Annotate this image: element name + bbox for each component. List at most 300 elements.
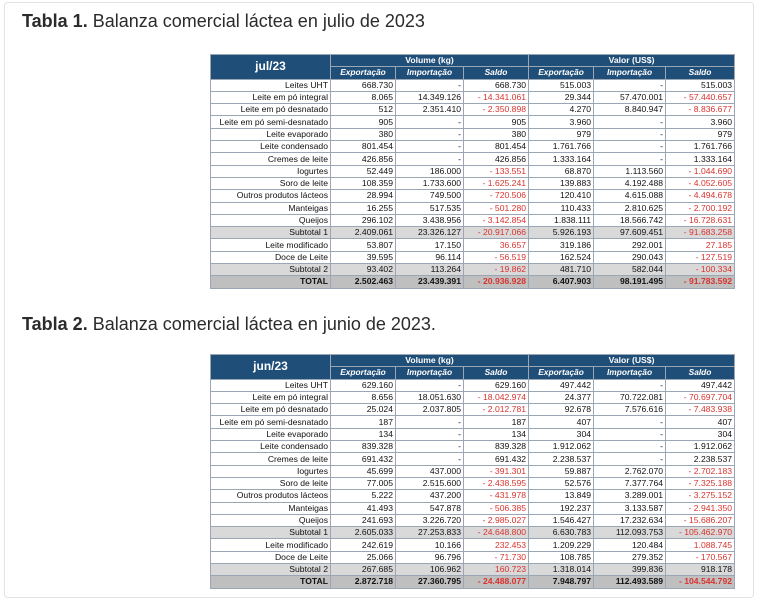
table-cell: 515.003 [666, 79, 735, 91]
table-row [211, 465, 735, 477]
table-cell: 304 [666, 428, 735, 440]
table-cell: - 105.462.970 [666, 527, 735, 539]
table-cell: 1.088.745 [666, 539, 735, 551]
table-cell: - 20.936.928 [464, 276, 529, 288]
row-label: Leite em pó semi-desnatado [211, 116, 331, 128]
table-cell: 27.253.833 [396, 527, 464, 539]
table-cell: 53.807 [331, 239, 396, 251]
table-cell: 25.066 [331, 551, 396, 563]
table-row [211, 428, 735, 440]
table-cell: - [396, 416, 464, 428]
row-label: Iogurtes [211, 165, 331, 177]
table-cell: 29.344 [529, 91, 594, 103]
table-row [211, 477, 735, 489]
table-cell: 92.678 [529, 404, 594, 416]
table-cell: - 501.280 [464, 202, 529, 214]
table1-caption-label: Tabla 1. [22, 11, 88, 31]
table-cell: - [594, 116, 666, 128]
table-cell: - [594, 379, 666, 391]
table-cell: 905 [464, 116, 529, 128]
table-cell: 241.693 [331, 514, 396, 526]
table-cell: - [396, 428, 464, 440]
table-cell: 4.192.488 [594, 177, 666, 189]
table-cell: - 20.917.066 [464, 227, 529, 239]
table-cell: 96.796 [396, 551, 464, 563]
valor-import-header: Importação [594, 367, 666, 379]
table-cell: 97.609.451 [594, 227, 666, 239]
table-cell: 242.619 [331, 539, 396, 551]
table-cell: 113.264 [396, 264, 464, 276]
row-label: Outros produtos lácteos [211, 190, 331, 202]
table-cell: 96.114 [396, 251, 464, 263]
table-cell: 547.878 [396, 502, 464, 514]
table-cell: 134 [331, 428, 396, 440]
table-cell: 36.657 [464, 239, 529, 251]
table-cell: - 91.783.592 [666, 276, 735, 288]
table-cell: 8.840.947 [594, 104, 666, 116]
table-cell: 380 [464, 128, 529, 140]
row-label: Subtotal 1 [211, 527, 331, 539]
valor-header: Valor (US$) [529, 355, 735, 367]
table-cell: 18.566.742 [594, 214, 666, 226]
table-cell: - 104.544.792 [666, 576, 735, 588]
table-cell: 2.605.033 [331, 527, 396, 539]
table-cell: 304 [529, 428, 594, 440]
table-cell: 6.407.903 [529, 276, 594, 288]
table-cell: - [594, 416, 666, 428]
table-cell: 979 [529, 128, 594, 140]
table-cell: - 170.567 [666, 551, 735, 563]
row-label: Cremes de leite [211, 453, 331, 465]
table-cell: - 4.494.678 [666, 190, 735, 202]
table-cell: 2.502.463 [331, 276, 396, 288]
volume-saldo-header: Saldo [464, 367, 529, 379]
table-cell: 27.360.795 [396, 576, 464, 588]
table-cell: 512 [331, 104, 396, 116]
table-row [211, 104, 735, 116]
table1-body [211, 79, 735, 288]
table-cell: 187 [331, 416, 396, 428]
table-cell: 1.333.164 [666, 153, 735, 165]
table-cell: 24.377 [529, 391, 594, 403]
table-cell: - [594, 441, 666, 453]
table-cell: - 2.438.595 [464, 477, 529, 489]
period-header: jul/23 [211, 55, 331, 80]
table-cell: - 70.697.704 [666, 391, 735, 403]
table-cell: 517.535 [396, 202, 464, 214]
table-cell: 290.043 [594, 251, 666, 263]
table-cell: - [396, 79, 464, 91]
volume-header: Volume (kg) [331, 355, 529, 367]
table-cell: 267.685 [331, 564, 396, 576]
table-row [211, 239, 735, 251]
table-cell: 399.836 [594, 564, 666, 576]
table-cell: 2.351.410 [396, 104, 464, 116]
table-row [211, 141, 735, 153]
table-cell: 23.439.391 [396, 276, 464, 288]
table-cell: - [594, 128, 666, 140]
table-cell: 52.576 [529, 477, 594, 489]
table-cell: 187 [464, 416, 529, 428]
table-cell: - 2.012.781 [464, 404, 529, 416]
subtotal-row [211, 564, 735, 576]
table-cell: 437.200 [396, 490, 464, 502]
table-cell: - 18.042.974 [464, 391, 529, 403]
table-cell: 1.318.014 [529, 564, 594, 576]
table-cell: 18.051.630 [396, 391, 464, 403]
row-label: Soro de leite [211, 177, 331, 189]
table-row [211, 251, 735, 263]
table-cell: 426.856 [331, 153, 396, 165]
table-cell: 7.948.797 [529, 576, 594, 588]
row-label: Leite em pó semi-desnatado [211, 416, 331, 428]
row-label: Iogurtes [211, 465, 331, 477]
table-cell: - 7.325.188 [666, 477, 735, 489]
row-label: Subtotal 1 [211, 227, 331, 239]
row-label: Leite evaporado [211, 428, 331, 440]
table-cell: - 3.142.854 [464, 214, 529, 226]
volume-header: Volume (kg) [331, 55, 529, 67]
row-label: Subtotal 2 [211, 564, 331, 576]
table-row [211, 490, 735, 502]
table-cell: 1.546.427 [529, 514, 594, 526]
table-cell: 582.044 [594, 264, 666, 276]
row-label: Outros produtos lácteos [211, 490, 331, 502]
table-cell: 801.454 [464, 141, 529, 153]
table-cell: 134 [464, 428, 529, 440]
table-cell: 629.160 [464, 379, 529, 391]
table-cell: 120.484 [594, 539, 666, 551]
table-cell: - 24.488.077 [464, 576, 529, 588]
table-cell: 691.432 [331, 453, 396, 465]
table-cell: 5.926.193 [529, 227, 594, 239]
table-cell: 5.222 [331, 490, 396, 502]
table-cell: - [594, 79, 666, 91]
table-cell: 979 [666, 128, 735, 140]
table-cell: - 431.978 [464, 490, 529, 502]
row-label: Queijos [211, 214, 331, 226]
table-cell: - 15.686.207 [666, 514, 735, 526]
table-cell: 1.912.062 [529, 441, 594, 453]
table-cell: 749.500 [396, 190, 464, 202]
subtotal-row [211, 264, 735, 276]
table-cell: 4.615.088 [594, 190, 666, 202]
table-cell: 1.838.111 [529, 214, 594, 226]
valor-saldo-header: Saldo [666, 367, 735, 379]
table-cell: 160.723 [464, 564, 529, 576]
table-row [211, 116, 735, 128]
table-row [211, 177, 735, 189]
table-cell: 108.359 [331, 177, 396, 189]
row-label: Manteigas [211, 502, 331, 514]
volume-import-header: Importação [396, 67, 464, 79]
table-cell: - [594, 141, 666, 153]
table-cell: - [594, 153, 666, 165]
table-cell: 68.870 [529, 165, 594, 177]
row-label: Leite modificado [211, 239, 331, 251]
table-cell: - [396, 141, 464, 153]
table2-body [211, 379, 735, 588]
table-row [211, 551, 735, 563]
table-cell: 3.960 [666, 116, 735, 128]
table-cell: 110.433 [529, 202, 594, 214]
table-cell: 426.856 [464, 153, 529, 165]
table-cell: 186.000 [396, 165, 464, 177]
table-cell: 77.005 [331, 477, 396, 489]
row-label: Cremes de leite [211, 153, 331, 165]
table-cell: 2.238.537 [529, 453, 594, 465]
subtotal-row [211, 527, 735, 539]
table-cell: 2.238.537 [666, 453, 735, 465]
table-cell: - 3.275.152 [666, 490, 735, 502]
table-cell: 98.191.495 [594, 276, 666, 288]
row-label: Leite em pó integral [211, 391, 331, 403]
valor-header: Valor (US$) [529, 55, 735, 67]
table-cell: - 4.052.605 [666, 177, 735, 189]
table-cell: 292.001 [594, 239, 666, 251]
row-label: Leite condensado [211, 141, 331, 153]
total-row [211, 276, 735, 288]
row-label: Leite em pó desnatado [211, 104, 331, 116]
table-cell: 27.185 [666, 239, 735, 251]
table-cell: 7.576.616 [594, 404, 666, 416]
table-cell: 112.093.753 [594, 527, 666, 539]
table-cell: - 19.862 [464, 264, 529, 276]
table-row [211, 153, 735, 165]
table-cell: 10.166 [396, 539, 464, 551]
table-cell: 1.209.229 [529, 539, 594, 551]
table-cell: 28.994 [331, 190, 396, 202]
table-cell: 2.515.600 [396, 477, 464, 489]
table-cell: 668.730 [331, 79, 396, 91]
volume-saldo-header: Saldo [464, 67, 529, 79]
table-cell: 120.410 [529, 190, 594, 202]
table-row [211, 453, 735, 465]
table-cell: - [396, 379, 464, 391]
table-cell: - 1.044.690 [666, 165, 735, 177]
table-cell: 497.442 [529, 379, 594, 391]
table-cell: - 2.350.898 [464, 104, 529, 116]
volume-export-header: Exportação [331, 367, 396, 379]
table-cell: 45.699 [331, 465, 396, 477]
volume-export-header: Exportação [331, 67, 396, 79]
table-cell: 23.326.127 [396, 227, 464, 239]
row-label: Leite modificado [211, 539, 331, 551]
row-label: Doce de Leite [211, 551, 331, 563]
row-label: Leite condensado [211, 441, 331, 453]
table-cell: 57.470.001 [594, 91, 666, 103]
table-row [211, 379, 735, 391]
table-cell: - 127.519 [666, 251, 735, 263]
table-cell: - [396, 453, 464, 465]
table-cell: 481.710 [529, 264, 594, 276]
table-cell: 801.454 [331, 141, 396, 153]
table-cell: 319.186 [529, 239, 594, 251]
table-cell: 3.226.720 [396, 514, 464, 526]
table-cell: 668.730 [464, 79, 529, 91]
table-cell: - 14.341.061 [464, 91, 529, 103]
table-cell: 2.037.805 [396, 404, 464, 416]
table2-caption-label: Tabla 2. [22, 314, 88, 334]
table-cell: - [396, 116, 464, 128]
table-cell: 52.449 [331, 165, 396, 177]
table-cell: - 506.385 [464, 502, 529, 514]
subtotal-row [211, 227, 735, 239]
table-cell: 8.656 [331, 391, 396, 403]
table-cell: 3.438.956 [396, 214, 464, 226]
table-cell: - [594, 453, 666, 465]
table-cell: - 71.730 [464, 551, 529, 563]
table-row [211, 190, 735, 202]
table-row [211, 441, 735, 453]
table-cell: 93.402 [331, 264, 396, 276]
table-cell: 192.237 [529, 502, 594, 514]
volume-import-header: Importação [396, 367, 464, 379]
table-row [211, 165, 735, 177]
row-label: Soro de leite [211, 477, 331, 489]
table-cell: 7.377.764 [594, 477, 666, 489]
valor-import-header: Importação [594, 67, 666, 79]
table-cell: 691.432 [464, 453, 529, 465]
row-label: Leite evaporado [211, 128, 331, 140]
table-row [211, 502, 735, 514]
table1-caption [22, 11, 425, 32]
table-cell: 14.349.126 [396, 91, 464, 103]
table-row [211, 416, 735, 428]
table-cell: - 100.334 [666, 264, 735, 276]
table-cell: 1.733.600 [396, 177, 464, 189]
table-cell: 1.333.164 [529, 153, 594, 165]
valor-saldo-header: Saldo [666, 67, 735, 79]
table-cell: 1.912.062 [666, 441, 735, 453]
table-cell: 139.883 [529, 177, 594, 189]
table-row [211, 539, 735, 551]
table-cell: 1.113.560 [594, 165, 666, 177]
table-cell: 2.872.718 [331, 576, 396, 588]
table-cell: - [396, 128, 464, 140]
table-cell: - 56.519 [464, 251, 529, 263]
row-label: Leites UHT [211, 379, 331, 391]
total-row [211, 576, 735, 588]
table-cell: 629.160 [331, 379, 396, 391]
table-row [211, 128, 735, 140]
table-cell: 17.150 [396, 239, 464, 251]
table-cell: 70.722.081 [594, 391, 666, 403]
table-cell: 839.328 [331, 441, 396, 453]
table-cell: 162.524 [529, 251, 594, 263]
table-cell: 6.630.783 [529, 527, 594, 539]
table-cell: 3.133.587 [594, 502, 666, 514]
table-cell: 25.024 [331, 404, 396, 416]
table-cell: - 133.551 [464, 165, 529, 177]
table-cell: - 1.625.241 [464, 177, 529, 189]
table-cell: 839.328 [464, 441, 529, 453]
row-label: Leites UHT [211, 79, 331, 91]
table-cell: - [396, 153, 464, 165]
table-cell: - 57.440.657 [666, 91, 735, 103]
table-cell: 232.453 [464, 539, 529, 551]
table-row [211, 514, 735, 526]
table2-caption [22, 314, 436, 335]
table-cell: 17.232.634 [594, 514, 666, 526]
table-cell: - 2.941.350 [666, 502, 735, 514]
table-cell: 13.849 [529, 490, 594, 502]
table-cell: 918.178 [666, 564, 735, 576]
table-row [211, 202, 735, 214]
table-cell: 1.761.766 [666, 141, 735, 153]
period-header: jun/23 [211, 355, 331, 380]
row-label: Leite em pó integral [211, 91, 331, 103]
table-cell: 279.352 [594, 551, 666, 563]
row-label: Subtotal 2 [211, 264, 331, 276]
row-label: Doce de Leite [211, 251, 331, 263]
table-cell: 1.761.766 [529, 141, 594, 153]
table2-caption-text: Balanza comercial láctea en junio de 2023. [87, 314, 436, 334]
table-cell: - 8.836.677 [666, 104, 735, 116]
valor-export-header: Exportação [529, 67, 594, 79]
table-cell: 3.960 [529, 116, 594, 128]
table-cell: 407 [529, 416, 594, 428]
table-row [211, 214, 735, 226]
table-row [211, 391, 735, 403]
table-cell: 296.102 [331, 214, 396, 226]
table-cell: 437.000 [396, 465, 464, 477]
table-cell: - 2.700.192 [666, 202, 735, 214]
row-label: TOTAL [211, 276, 331, 288]
row-label: TOTAL [211, 576, 331, 588]
table-cell: 497.442 [666, 379, 735, 391]
table-cell: 2.762.070 [594, 465, 666, 477]
table-cell: - 16.728.631 [666, 214, 735, 226]
table-cell: 905 [331, 116, 396, 128]
table-cell: 515.003 [529, 79, 594, 91]
table-cell: 2.810.625 [594, 202, 666, 214]
table-cell: 380 [331, 128, 396, 140]
row-label: Leite em pó desnatado [211, 404, 331, 416]
table-cell: 39.595 [331, 251, 396, 263]
table-cell: 8.065 [331, 91, 396, 103]
table-cell: 407 [666, 416, 735, 428]
table-cell: 41.493 [331, 502, 396, 514]
table-cell: - 24.648.800 [464, 527, 529, 539]
table-row [211, 79, 735, 91]
table-cell: - 391.301 [464, 465, 529, 477]
table-cell: 16.255 [331, 202, 396, 214]
table-cell: 108.785 [529, 551, 594, 563]
table-cell: 112.493.589 [594, 576, 666, 588]
table-cell: - 2.985.027 [464, 514, 529, 526]
row-label: Queijos [211, 514, 331, 526]
trade-balance-table-june [210, 354, 735, 589]
table-cell: 106.962 [396, 564, 464, 576]
table-cell: 59.887 [529, 465, 594, 477]
table-cell: - 7.483.938 [666, 404, 735, 416]
table1-caption-text: Balanza comercial láctea en julio de 2023 [87, 11, 425, 31]
trade-balance-table-july [210, 54, 735, 289]
table-cell: - 91.683.258 [666, 227, 735, 239]
table-cell: - [396, 441, 464, 453]
table-cell: 3.289.001 [594, 490, 666, 502]
table-cell: - 2.702.183 [666, 465, 735, 477]
table-cell: - 720.506 [464, 190, 529, 202]
row-label: Manteigas [211, 202, 331, 214]
table-cell: - [594, 428, 666, 440]
table-cell: 4.270 [529, 104, 594, 116]
table-row [211, 91, 735, 103]
table-cell: 2.409.061 [331, 227, 396, 239]
table-row [211, 404, 735, 416]
valor-export-header: Exportação [529, 367, 594, 379]
